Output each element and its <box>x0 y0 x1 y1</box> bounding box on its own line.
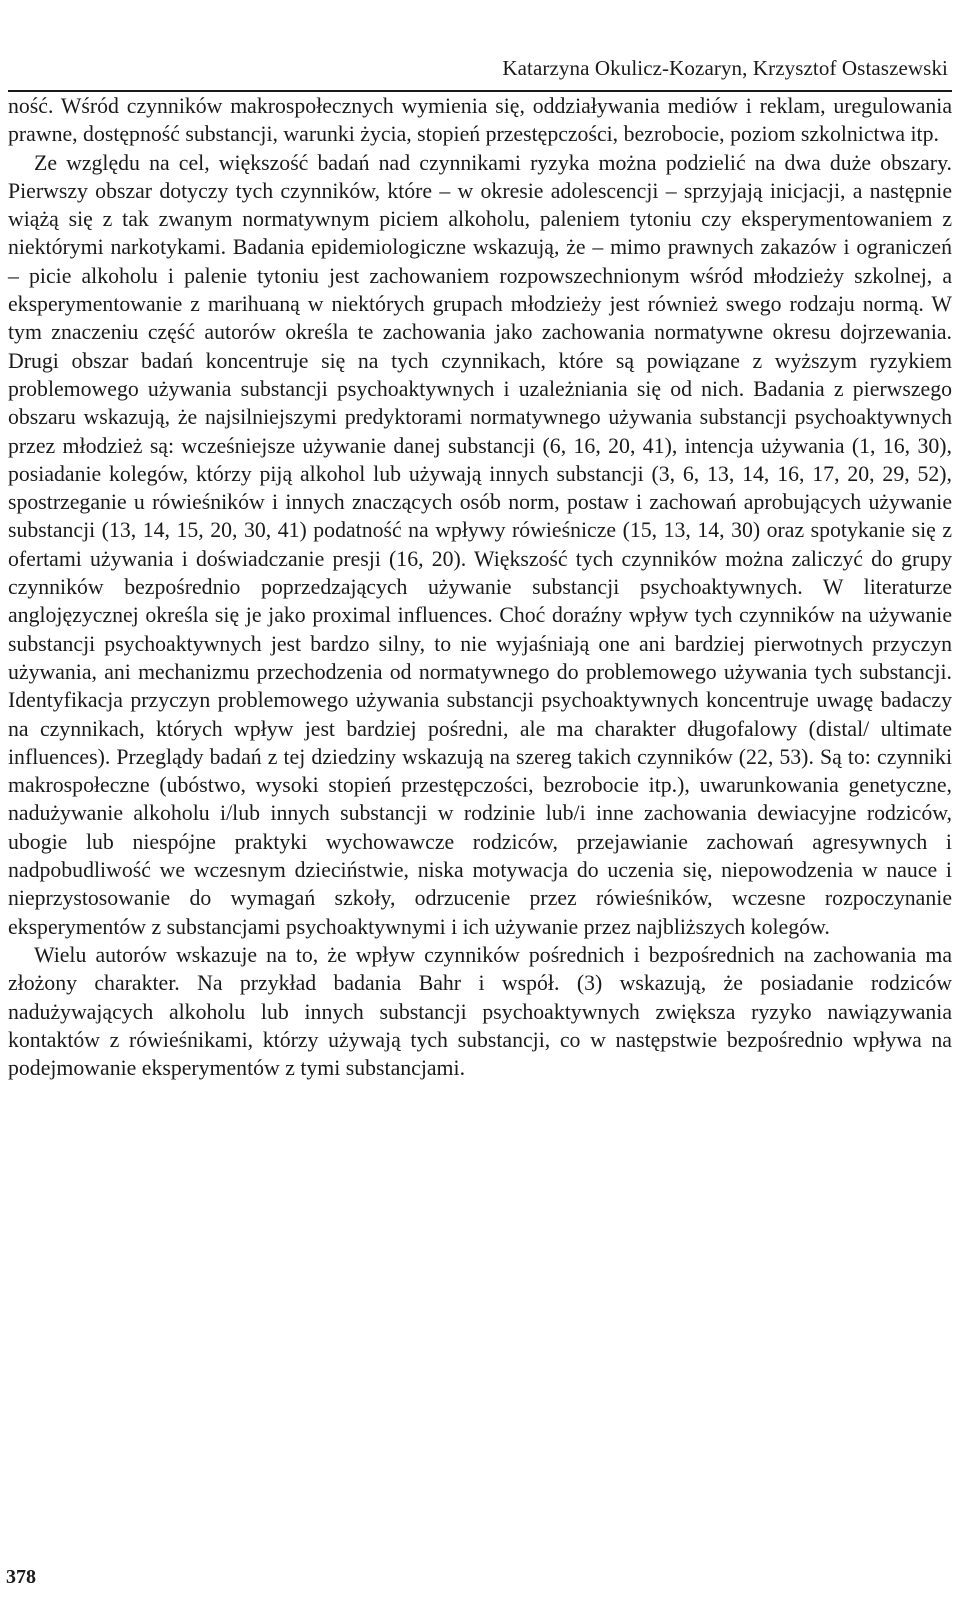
paragraph-complex-influence: Wielu autorów wskazuje na to, że wpływ czynników pośrednich i bezpośrednich na zachowania ma złożony charakter. Na przykład badania Bahr i współ. (3) wskazują, że posiadanie rodziców nadużywających alkoholu lub innych substancji psychoaktywnych zwiększa ryzyko nawiązywania kontaktów z rówieśnikami, którzy używają tych substancji, co w następstwie bezpośrednio wpływa na podejmowanie eksperymentów z tymi substancjami. <box>8 942 952 1081</box>
paragraph-continued: ność. Wśród czynników makrospołecznych wymienia się, oddziaływania mediów i reklam, uregulowania prawne, dostępność substancji, warunki życia, stopień przestępczości, bezrobocie, poziom szkolnictwa itp. <box>8 94 952 147</box>
paragraph-research-areas: Ze względu na cel, większość badań nad czynnikami ryzyka można podzielić na dwa duże obszary. Pierwszy obszar dotyczy tych czynników, które – w okresie adolescencji – sprzyjają inicjacji, a następnie wiążą się z tak zwanym normatywnym piciem alkoholu, paleniem tytoniu czy eksperymentowaniem z niektórymi narkotykami. Badania epidemiologiczne wskazują, że – mimo prawnych zakazów i ograniczeń – picie alkoholu i palenie tytoniu jest zachowaniem rozpowszechnionym wśród młodzieży szkolnej, a eksperymentowanie z marihuaną w niektórych grupach młodzieży jest również swego rodzaju normą. W tym znaczeniu część autorów określa te zachowania jako zachowania normatywne okresu dojrzewania. Drugi obszar badań koncentruje się na tych czynnikach, które są powiązane z wyższym ryzykiem problemowego używania substancji psychoaktywnych i uzależniania się od nich. Badania z pierwszego obszaru wskazują, że najsilniejszymi predyktorami normatywnego używania substancji psychoaktywnych przez młodzież są: wcześniejsze używanie danej substancji (6, 16, 20, 41), intencja używania (1, 16, 30), posiadanie kolegów, którzy piją alkohol lub używają innych substancji (3, 6, 13, 14, 16, 17, 20, 29, 52), spostrzeganie u rówieśników i innych znaczących osób norm, postaw i zachowań aprobujących używanie substancji (13, 14, 15, 20, 30, 41) podatność na wpływy rówieśnicze (15, 13, 14, 30) oraz spotykanie się z ofertami używania i doświadczanie presji (16, 20). Większość tych czynników można zaliczyć do grupy czynników bezpośrednio poprzedzających używanie substancji psychoaktywnych. W literaturze anglojęzycznej określa się je jako proximal influences. Choć doraźny wpływ tych czynników na używanie substancji psychoaktywnych jest bardzo silny, to nie wyjaśniają one ani bardziej pierwotnych przyczyn używania, ani mechanizmu przechodzenia od normatywnego do problemowego używania tych substancji. Identyfikacja przyczyn problemowego używania substancji psychoaktywnych koncentruje uwagę badaczy na czynnikach, których wpływ jest bardziej pośredni, ale ma charakter długofalowy (distal/ ultimate influences). Przeglądy badań z tej dziedziny wskazują na szereg takich czynników (22, 53). Są to: czynniki makrospołeczne (ubóstwo, wysoki stopień przestępczości, bezrobocie itp.), uwarunkowania genetyczne, nadużywanie alkoholu i/lub innych substancji w rodzinie lub/i inne zachowania dewiacyjne rodziców, ubogie lub niespójne praktyki wychowawcze rodziców, przejawianie zachowań agresywnych i nadpobudliwość we wczesnym dzieciństwie, niska motywacja do uczenia się, niepowodzenia w nauce i nieprzystosowanie do wymagań szkoły, odrzucenie przez rówieśników, wczesne rozpoczynanie eksperymentów z substancjami psychoaktywnymi i ich używanie przez najbliższych kolegów. <box>8 150 952 939</box>
article-body <box>8 92 952 1082</box>
page-number: 378 <box>6 1566 36 1588</box>
running-head-authors: Katarzyna Okulicz-Kozaryn, Krzysztof Ostaszewski <box>502 56 948 80</box>
